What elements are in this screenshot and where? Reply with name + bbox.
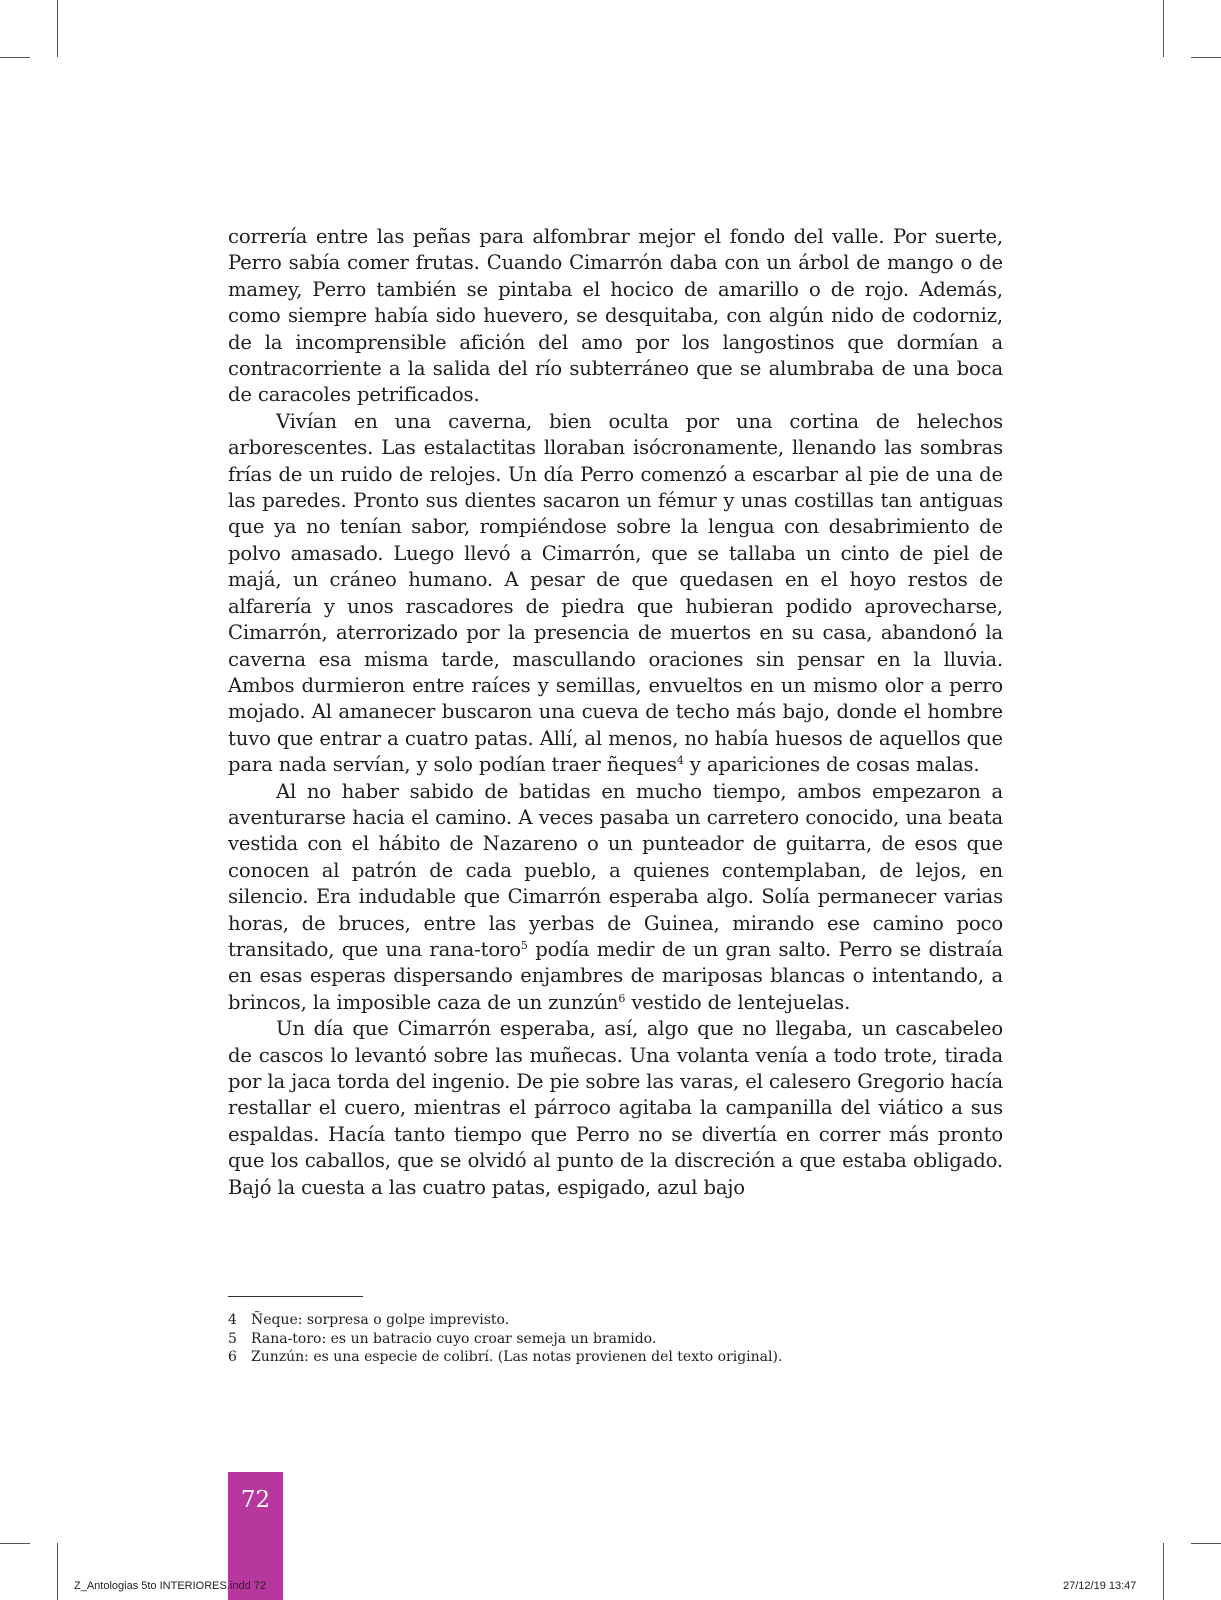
page-number: 72 bbox=[240, 1487, 271, 1513]
footnote-4 bbox=[228, 1311, 1003, 1330]
paragraph-2 bbox=[228, 409, 1003, 779]
footnote-text: Zunzún: es una especie de colibrí. (Las notas provienen del texto original). bbox=[251, 1349, 783, 1365]
paragraph-2-text: Vivían en una caverna, bien oculta por una cortina de helechos arborescentes. Las estalactitas lloraban isócronamente, llenando las sombras frías de un ruido de relojes. Un día Perro comenzó a escarbar al pie de una de las paredes. Pronto sus dientes sacaron un fémur y unas costillas tan antiguas que ya no tenían sabor, rompiéndose sobre la lengua con desabrimiento de polvo amasado. Luego llevó a Cimarrón, que se tallaba un cinto de piel de majá, un cráneo humano. A pesar de que quedasen en el hoyo restos de alfarería y unos rascadores de piedra que hubieran podido aprovecharse, Cimarrón, aterrorizado por la presencia de muertos en su casa, abandonó la caverna esa misma tarde, mascullando oraciones sin pensar en la lluvia. Ambos durmieron entre raíces y semillas, envueltos en un mismo olor a perro mojado. Al amanecer buscaron una cueva de techo más bajo, donde el hombre tuvo que entrar a cuatro patas. Allí, al menos, no había huesos de aquellos que para nada servían, y solo podían traer ñeques bbox=[228, 409, 1003, 777]
footnote-text: Ñeque: sorpresa o golpe imprevisto. bbox=[251, 1312, 510, 1328]
note-ref-6[interactable]: 6 bbox=[618, 991, 626, 1005]
footnote-rule bbox=[228, 1296, 363, 1297]
note-ref-5[interactable]: 5 bbox=[520, 938, 528, 952]
note-ref-4[interactable]: 4 bbox=[676, 754, 684, 768]
crop-mark-bottom-left-h bbox=[0, 1543, 30, 1544]
footnote-text: Rana-toro: es un batracio cuyo croar semeja un bramido. bbox=[251, 1330, 657, 1347]
footnote-number: 4 bbox=[228, 1312, 237, 1328]
crop-mark-top-right-h bbox=[1191, 57, 1221, 58]
paragraph-3-cont: podía medir de un gran salto. Perro se distraía en esas esperas dispersando enjambres de mariposas blancas o intentando, a brincos, la imposible caza de un zunzún bbox=[228, 937, 1003, 1014]
paragraph-3-text: Al no haber sabido de batidas en mucho tiempo, ambos empezaron a aventurarse hacia el camino. A veces pasaba un carretero conocido, una beata vestida con el hábito de Nazareno o un punteador de guitarra, de esos que conocen al patrón de cada pueblo, a quienes contemplaban, de lejos, en silencio. Era indudable que Cimarrón esperaba algo. Solía permanecer varias horas, de bruces, entre las yerbas de Guinea, mirando ese camino poco transitado, que una rana-toro bbox=[228, 779, 1003, 961]
paragraph-3 bbox=[228, 779, 1003, 1017]
paragraph-2-tail: y apariciones de cosas malas. bbox=[689, 753, 980, 777]
slug-date: 27/12/19 13:47 bbox=[1063, 1580, 1137, 1592]
crop-mark-bottom-right bbox=[1163, 1543, 1164, 1600]
footnote-number: 5 bbox=[228, 1330, 237, 1347]
paragraph-3-tail: vestido de lentejuelas. bbox=[631, 990, 851, 1014]
crop-mark-top-right bbox=[1163, 0, 1164, 57]
body-text bbox=[228, 224, 1003, 1201]
paragraph-4: Un día que Cimarrón esperaba, así, algo que no llegaba, un cascabeleo de cascos lo levantó sobre las muñecas. Una volanta venía a todo trote, tirada por la jaca torda del ingenio. De pie sobre las varas, el calesero Gregorio hacía restallar el cuero, mientras el párroco agitaba la campanilla del viático a sus espaldas. Hacía tanto tiempo que Perro no se divertía en correr más pronto que los caballos, que se olvidó al punto de la discreción a que estaba obligado. Bajó la cuesta a las cuatro patas, espigado, azul bajo bbox=[228, 1017, 1003, 1199]
footnotes bbox=[228, 1311, 1003, 1367]
footnote-6 bbox=[228, 1348, 1003, 1367]
paragraph-1: correría entre las peñas para alfombrar mejor el fondo del valle. Por suerte, Perro sabía comer frutas. Cuando Cimarrón daba con un árbol de mango o de mamey, Perro también se pintaba el hocico de amarillo o de rojo. Además, como siempre había sido huevero, se desquitaba, con algún nido de codorniz, de la incomprensible afición del amo por los langostinos que dormían a contracorriente a la salida del río subterráneo que se alumbraba de una boca de caracoles petrificados. bbox=[228, 225, 1003, 407]
crop-mark-bottom-right-h bbox=[1191, 1543, 1221, 1544]
slug-filename: Z_Antologias 5to INTERIORES.indd 72 bbox=[74, 1580, 266, 1592]
footnote-number: 6 bbox=[228, 1349, 237, 1365]
crop-mark-top-left bbox=[57, 0, 58, 57]
crop-mark-bottom-left bbox=[57, 1543, 58, 1600]
crop-mark-top-left-h bbox=[0, 57, 30, 58]
footnote-5 bbox=[228, 1330, 1003, 1349]
